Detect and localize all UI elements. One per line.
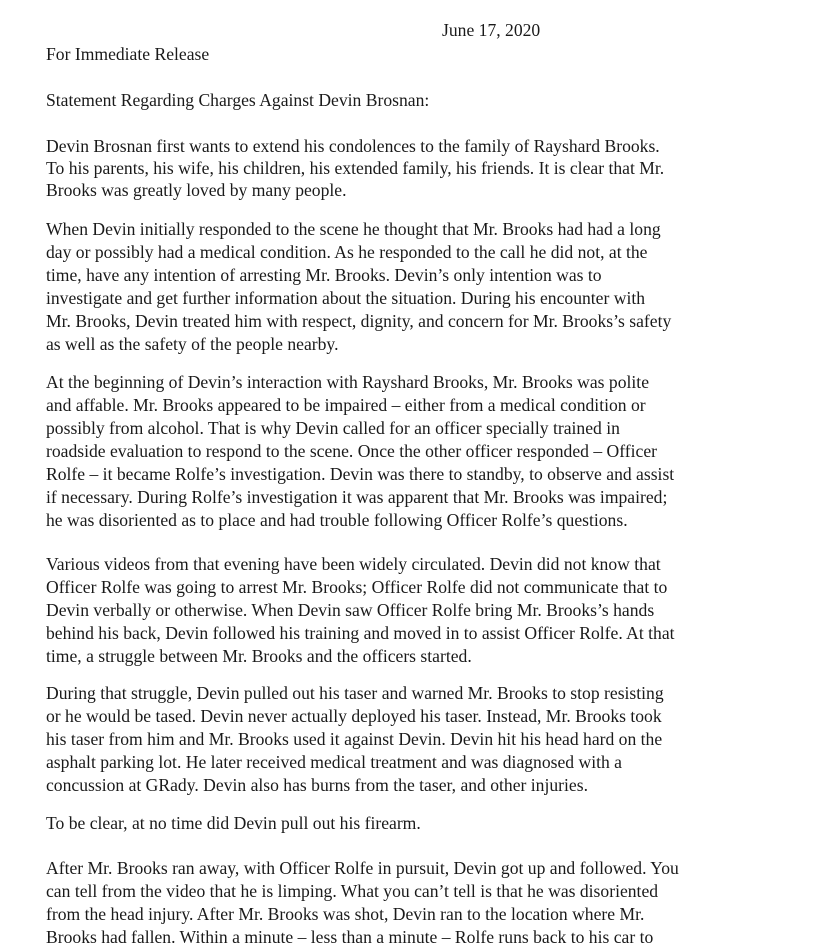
- paragraph-line: from the head injury. After Mr. Brooks was shot, Devin ran to the location where Mr.: [46, 904, 645, 924]
- release-label: For Immediate Release: [46, 44, 210, 64]
- paragraph-line: To his parents, his wife, his children, his extended family, his friends. It is clear that Mr.: [46, 158, 665, 178]
- paragraph-line: At the beginning of Devin’s interaction with Rayshard Brooks, Mr. Brooks was polite: [46, 372, 649, 392]
- paragraph-line: asphalt parking lot. He later received medical treatment and was diagnosed with a: [46, 752, 622, 772]
- paragraph-line: Devin Brosnan first wants to extend his condolences to the family of Rayshard Brooks.: [46, 136, 660, 156]
- paragraph-line: Brooks had fallen. Within a minute – less than a minute – Rolfe runs back to his car to: [46, 927, 654, 947]
- paragraph-line: Devin verbally or otherwise. When Devin saw Officer Rolfe bring Mr. Brooks’s hands: [46, 600, 655, 620]
- paragraph-line: During that struggle, Devin pulled out his taser and warned Mr. Brooks to stop resisting: [46, 683, 664, 703]
- paragraph-line: if necessary. During Rolfe’s investigation it was apparent that Mr. Brooks was impaired;: [46, 487, 668, 507]
- paragraph-line: Brooks was greatly loved by many people.: [46, 180, 347, 200]
- paragraph-line: or he would be tased. Devin never actually deployed his taser. Instead, Mr. Brooks took: [46, 706, 662, 726]
- paragraph-line: To be clear, at no time did Devin pull out his firearm.: [46, 813, 421, 833]
- paragraph-line: as well as the safety of the people nearby.: [46, 334, 339, 354]
- paragraph-line: When Devin initially responded to the scene he thought that Mr. Brooks had had a long: [46, 219, 661, 239]
- paragraph-line: Mr. Brooks, Devin treated him with respect, dignity, and concern for Mr. Brooks’s safety: [46, 311, 672, 331]
- paragraph-line: he was disoriented as to place and had trouble following Officer Rolfe’s questions.: [46, 510, 628, 530]
- paragraph-line: possibly from alcohol. That is why Devin called for an officer specially trained in: [46, 418, 620, 438]
- paragraph-line: Rolfe – it became Rolfe’s investigation. Devin was there to standby, to observe and assist: [46, 464, 675, 484]
- paragraph-line: day or possibly had a medical condition. As he responded to the call he did not, at the: [46, 242, 648, 262]
- paragraph-line: Officer Rolfe was going to arrest Mr. Brooks; Officer Rolfe did not communicate that to: [46, 577, 668, 597]
- document-date: June 17, 2020: [442, 20, 541, 40]
- paragraph-line: time, a struggle between Mr. Brooks and the officers started.: [46, 646, 472, 666]
- paragraph-line: concussion at GRady. Devin also has burns from the taser, and other injuries.: [46, 775, 588, 795]
- paragraph-line: and affable. Mr. Brooks appeared to be impaired – either from a medical condition or: [46, 395, 646, 415]
- paragraph-line: investigate and get further information about the situation. During his encounter with: [46, 288, 646, 308]
- paragraph-line: time, have any intention of arresting Mr. Brooks. Devin’s only intention was to: [46, 265, 602, 285]
- paragraph-line: roadside evaluation to respond to the scene. Once the other officer responded – Officer: [46, 441, 657, 461]
- paragraph-line: behind his back, Devin followed his training and moved in to assist Officer Rolfe. At that: [46, 623, 675, 643]
- paragraph-line: his taser from him and Mr. Brooks used it against Devin. Devin hit his head hard on the: [46, 729, 663, 749]
- statement-heading: Statement Regarding Charges Against Devin Brosnan:: [46, 90, 430, 110]
- paragraph-line: After Mr. Brooks ran away, with Officer Rolfe in pursuit, Devin got up and followed. You: [46, 858, 679, 878]
- paragraph-line: can tell from the video that he is limping. What you can’t tell is that he was disoriented: [46, 881, 659, 901]
- paragraph-line: Various videos from that evening have been widely circulated. Devin did not know that: [46, 554, 661, 574]
